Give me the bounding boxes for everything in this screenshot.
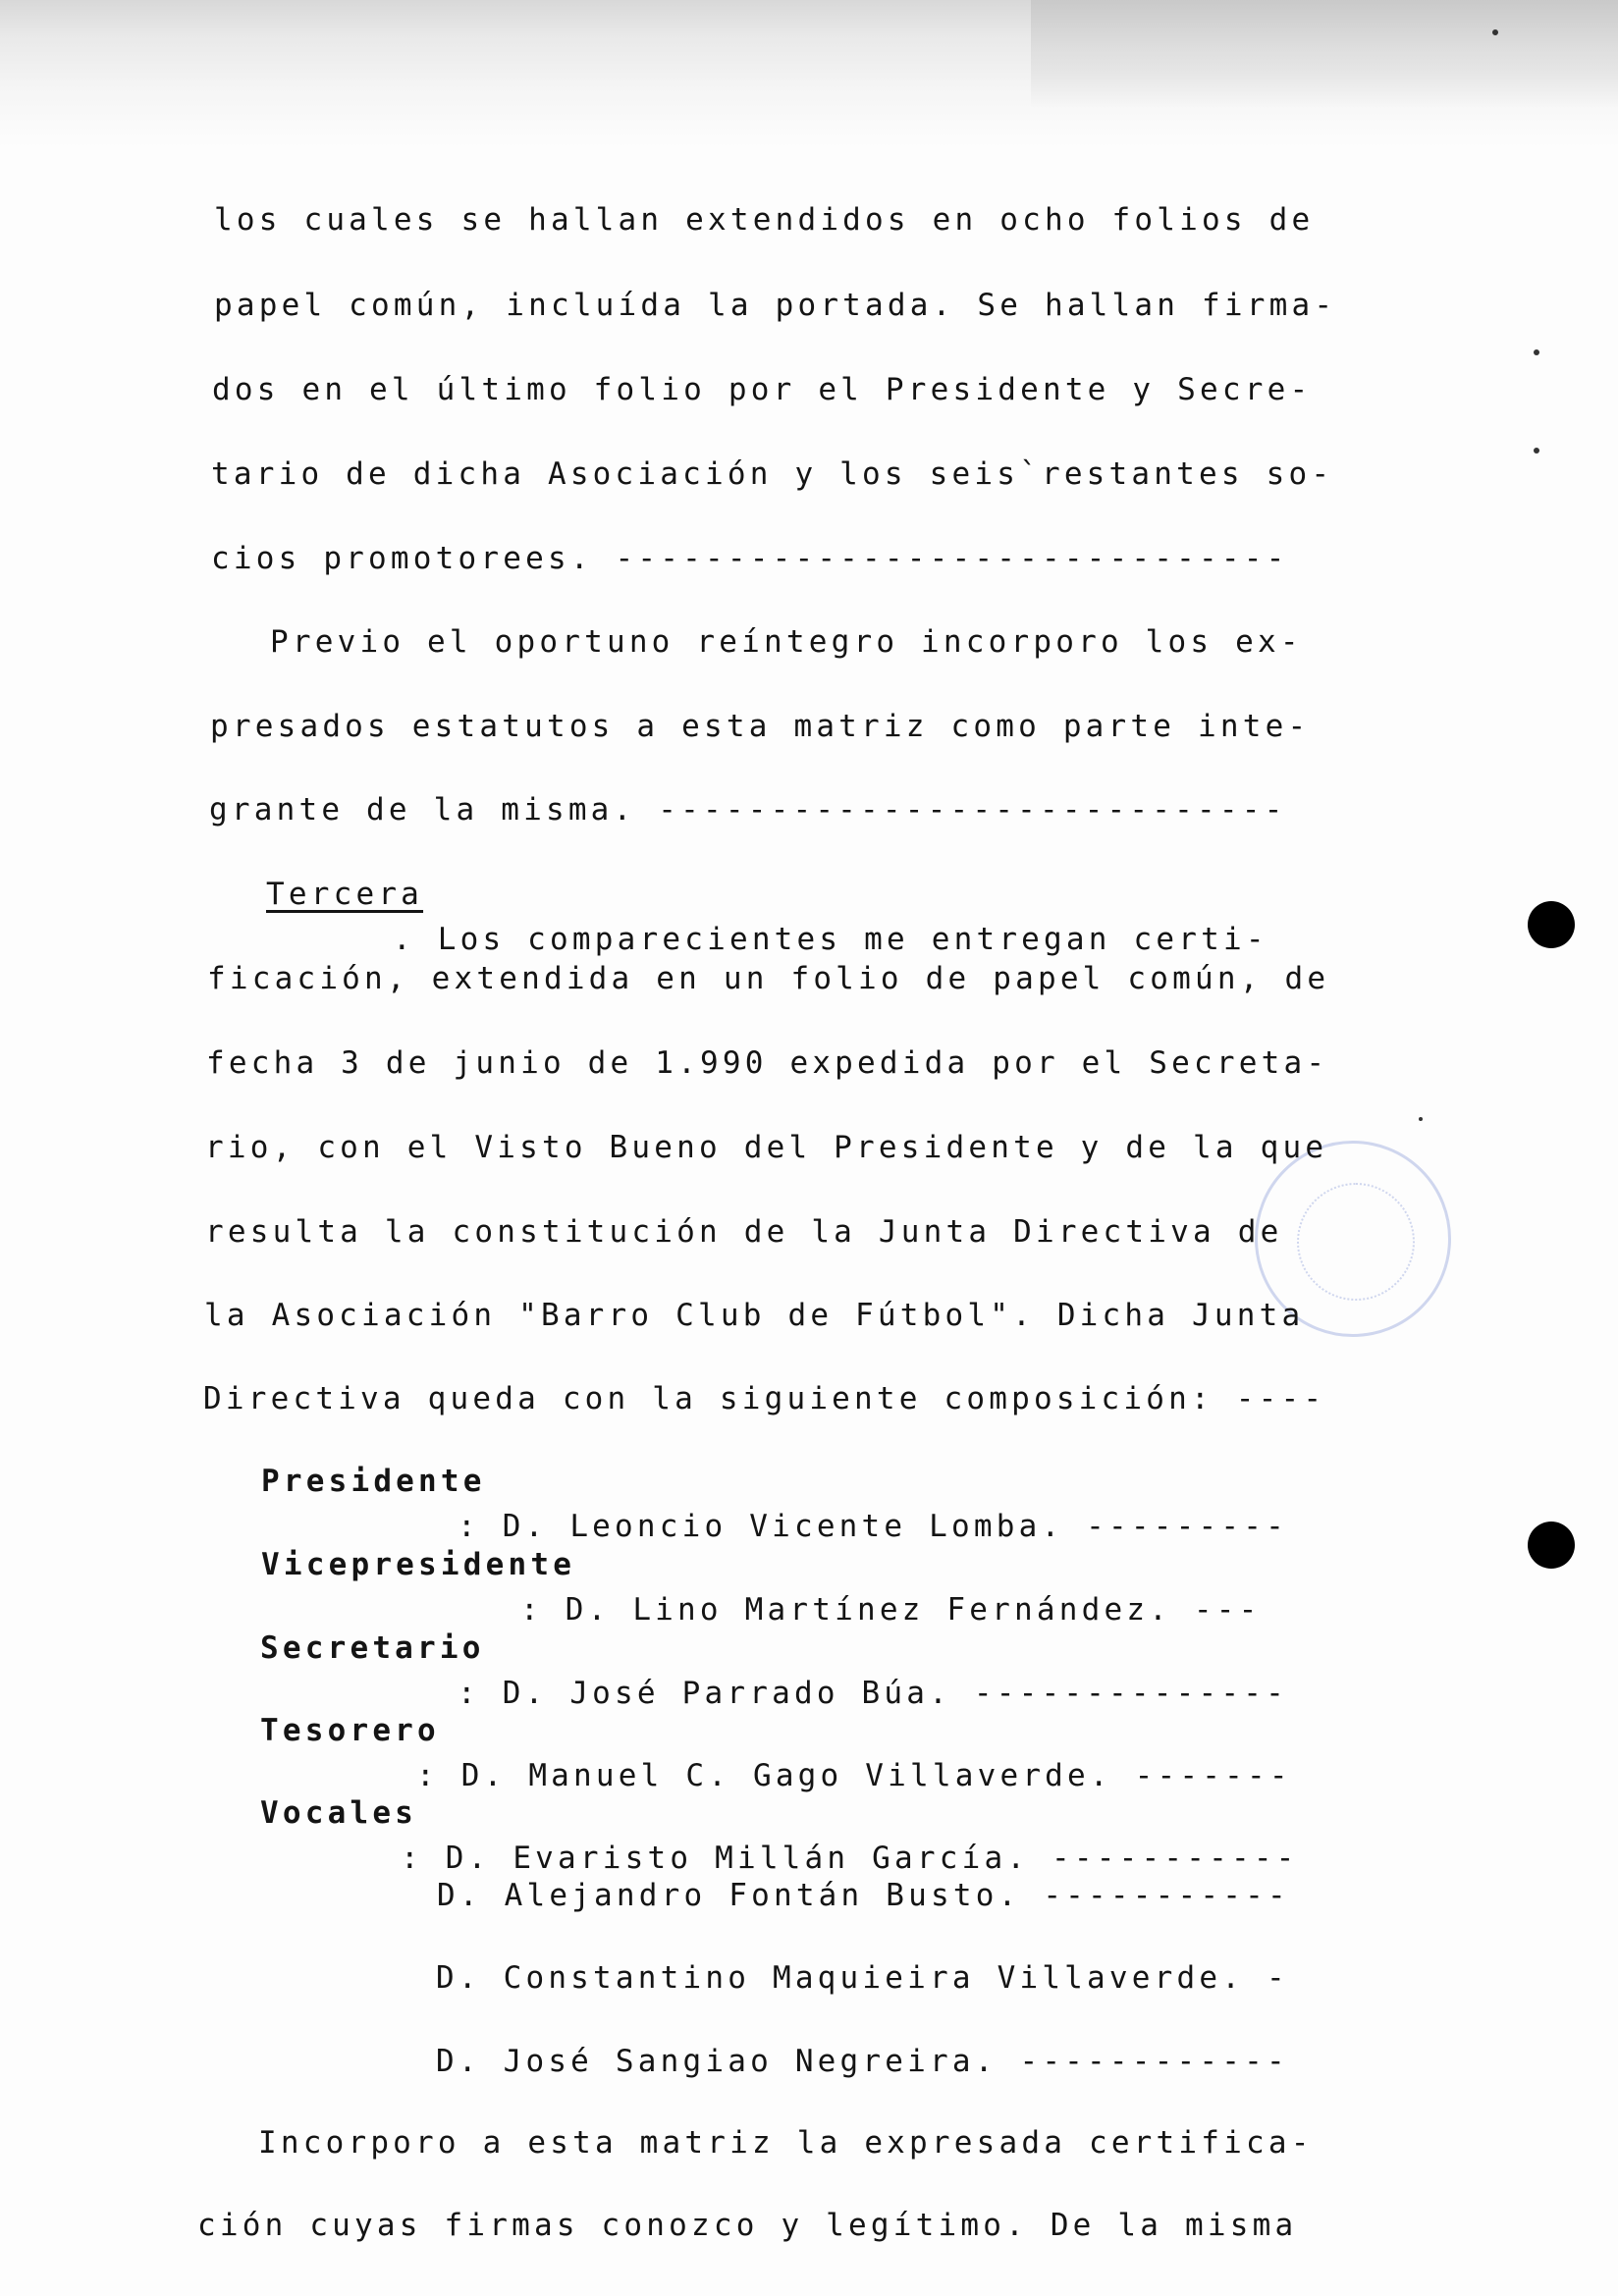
vocal-member: D. José Sangiao Negreira. ------------ — [436, 2044, 1289, 2079]
board-role-label: Vocales — [260, 1795, 418, 1831]
board-role-label: Secretario — [260, 1630, 485, 1666]
text-line-13: resulta la constitución de la Junta Directiva de — [205, 1214, 1283, 1250]
scan-shadow-corner — [1031, 0, 1618, 108]
board-member-secretario — [0, 1580, 1618, 1711]
text-line-closing-1: Incorporo a esta matriz la expresada certifica- — [258, 2125, 1314, 2161]
text-line-15: Directiva queda con la siguiente composición: ---- — [203, 1381, 1326, 1416]
text-line-1: los cuales se hallan extendidos en ocho folios de — [214, 202, 1315, 238]
board-member-vocales — [0, 1745, 1618, 1876]
text-line-11: fecha 3 de junio de 1.990 expedida por el Secreta- — [206, 1045, 1329, 1081]
board-member-name: : D. Manuel C. Gago Villaverde. ------- — [416, 1758, 1292, 1793]
text-line-7: presados estatutos a esta matriz como parte inte- — [210, 709, 1311, 744]
text-line-5: cios promotorees. ------------------------------ — [211, 541, 1289, 576]
text-line-9: Tercera . Los comparecientes me entregan certi- — [0, 827, 1618, 872]
text-line-6: Previo el oportuno reíntegro incorporo los ex- — [270, 624, 1303, 660]
board-member-name: : D. José Parrado Búa. -------------- — [458, 1676, 1288, 1711]
board-member-name: : D. Leoncio Vicente Lomba. --------- — [458, 1509, 1288, 1544]
text-line-closing-2: ción cuyas firmas conozco y legítimo. De la misma — [197, 2208, 1298, 2243]
text-line-10: ficación, extendida en un folio de papel común, de — [207, 961, 1330, 996]
scan-speck — [1492, 29, 1498, 35]
section-heading-tercera: Tercera — [266, 877, 424, 912]
board-role-label: Vicepresidente — [261, 1547, 576, 1582]
board-member-name: : D. Evaristo Millán García. ----------- — [401, 1841, 1299, 1876]
text-line-4: tario de dicha Asociación y los seis`restantes so- — [211, 456, 1334, 492]
vocal-member: D. Constantino Maquieira Villaverde. - — [436, 1960, 1289, 1996]
board-member-tesorero — [0, 1663, 1618, 1793]
board-member-presidente — [0, 1414, 1618, 1544]
board-role-label: Tesorero — [260, 1713, 440, 1748]
text-line-14: la Asociación "Barro Club de Fútbol". Dicha Junta — [204, 1298, 1305, 1333]
board-member-name: : D. Lino Martínez Fernández. --- — [520, 1592, 1262, 1628]
vocal-member: D. Alejandro Fontán Busto. ----------- — [437, 1878, 1290, 1913]
text-line-8: grante de la misma. ---------------------------- — [209, 792, 1287, 828]
text-line-3: dos en el último folio por el Presidente y Secre- — [212, 372, 1313, 407]
board-member-vicepresidente — [0, 1497, 1618, 1628]
board-role-label: Presidente — [261, 1464, 486, 1499]
text-line-12: rio, con el Visto Bueno del Presidente y de la que — [205, 1130, 1328, 1165]
text-line-2: papel común, incluída la portada. Se hallan firma- — [214, 288, 1337, 323]
